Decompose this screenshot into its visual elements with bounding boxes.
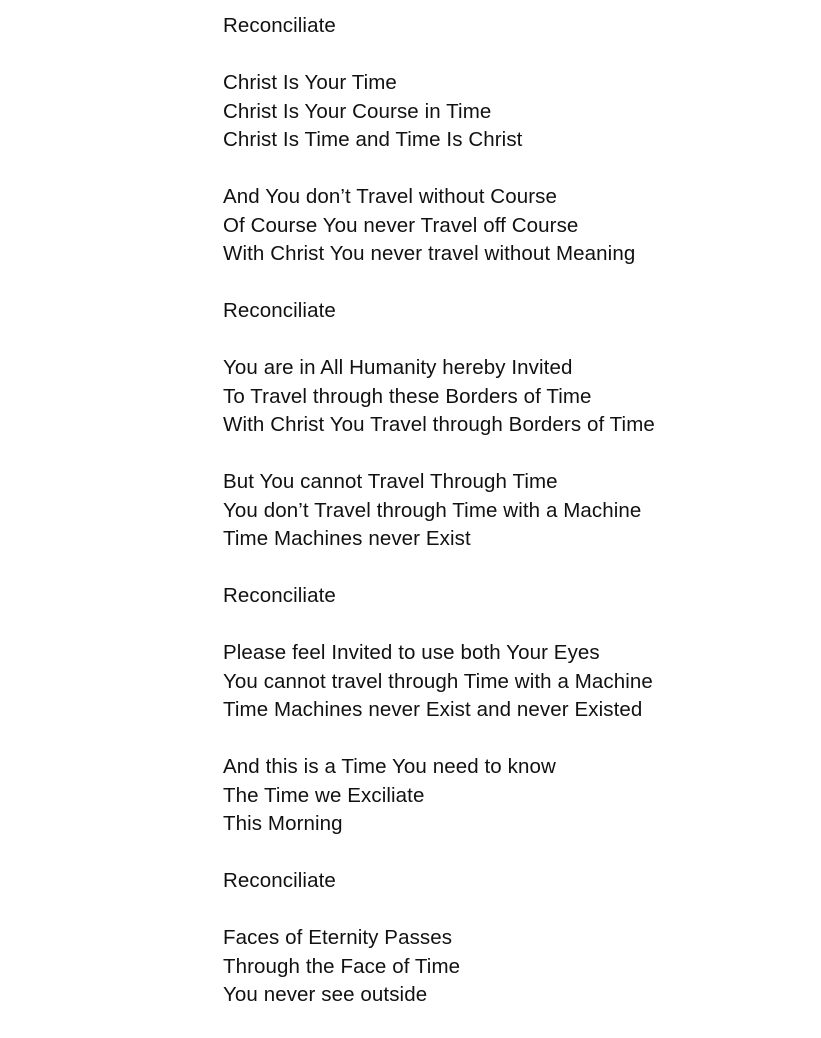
stanza xyxy=(223,69,655,155)
stanza xyxy=(223,297,655,326)
stanza xyxy=(223,12,655,41)
stanza xyxy=(223,582,655,611)
poem-line: But You cannot Travel Through Time xyxy=(223,470,558,493)
poem-line: You don’t Travel through Time with a Machine xyxy=(223,498,642,522)
poem-line: Please feel Invited to use both Your Eyes xyxy=(223,641,600,664)
poem-line: You never see outside xyxy=(223,983,428,1006)
poem-line: Christ Is Time and Time Is Christ xyxy=(223,128,523,151)
stanza xyxy=(223,183,655,269)
poem-line: Christ Is Your Course in Time xyxy=(223,99,492,123)
poem-line: With Christ You Travel through Borders of Time xyxy=(223,413,655,436)
poem-line: Time Machines never Exist and never Existed xyxy=(223,698,643,721)
poem-line: The Time we Exciliate xyxy=(223,783,425,807)
poem-line: Of Course You never Travel off Course xyxy=(223,213,579,237)
stanza xyxy=(223,639,655,725)
poem-line: And You don’t Travel without Course xyxy=(223,185,557,208)
poem-line: With Christ You never travel without Meaning xyxy=(223,242,636,265)
poem-line: To Travel through these Borders of Time xyxy=(223,384,592,408)
poem-line: Faces of Eternity Passes xyxy=(223,926,453,949)
stanza xyxy=(223,468,655,554)
poem-line: Reconciliate xyxy=(223,869,336,892)
stanza xyxy=(223,354,655,440)
stanza xyxy=(223,867,655,896)
stanza xyxy=(223,924,655,1010)
poem-line: You are in All Humanity hereby Invited xyxy=(223,356,573,379)
stanza xyxy=(223,753,655,839)
poem-line: Christ Is Your Time xyxy=(223,71,397,94)
poem-line: Reconciliate xyxy=(223,299,336,322)
poem-line: And this is a Time You need to know xyxy=(223,755,556,778)
poem-line: Reconciliate xyxy=(223,14,336,37)
poem-line: You cannot travel through Time with a Machine xyxy=(223,669,653,693)
poem-line: Through the Face of Time xyxy=(223,954,461,978)
poem-text xyxy=(223,12,655,1038)
poem-line: This Morning xyxy=(223,812,343,835)
poem-line: Time Machines never Exist xyxy=(223,527,471,550)
poem-line: Reconciliate xyxy=(223,584,336,607)
